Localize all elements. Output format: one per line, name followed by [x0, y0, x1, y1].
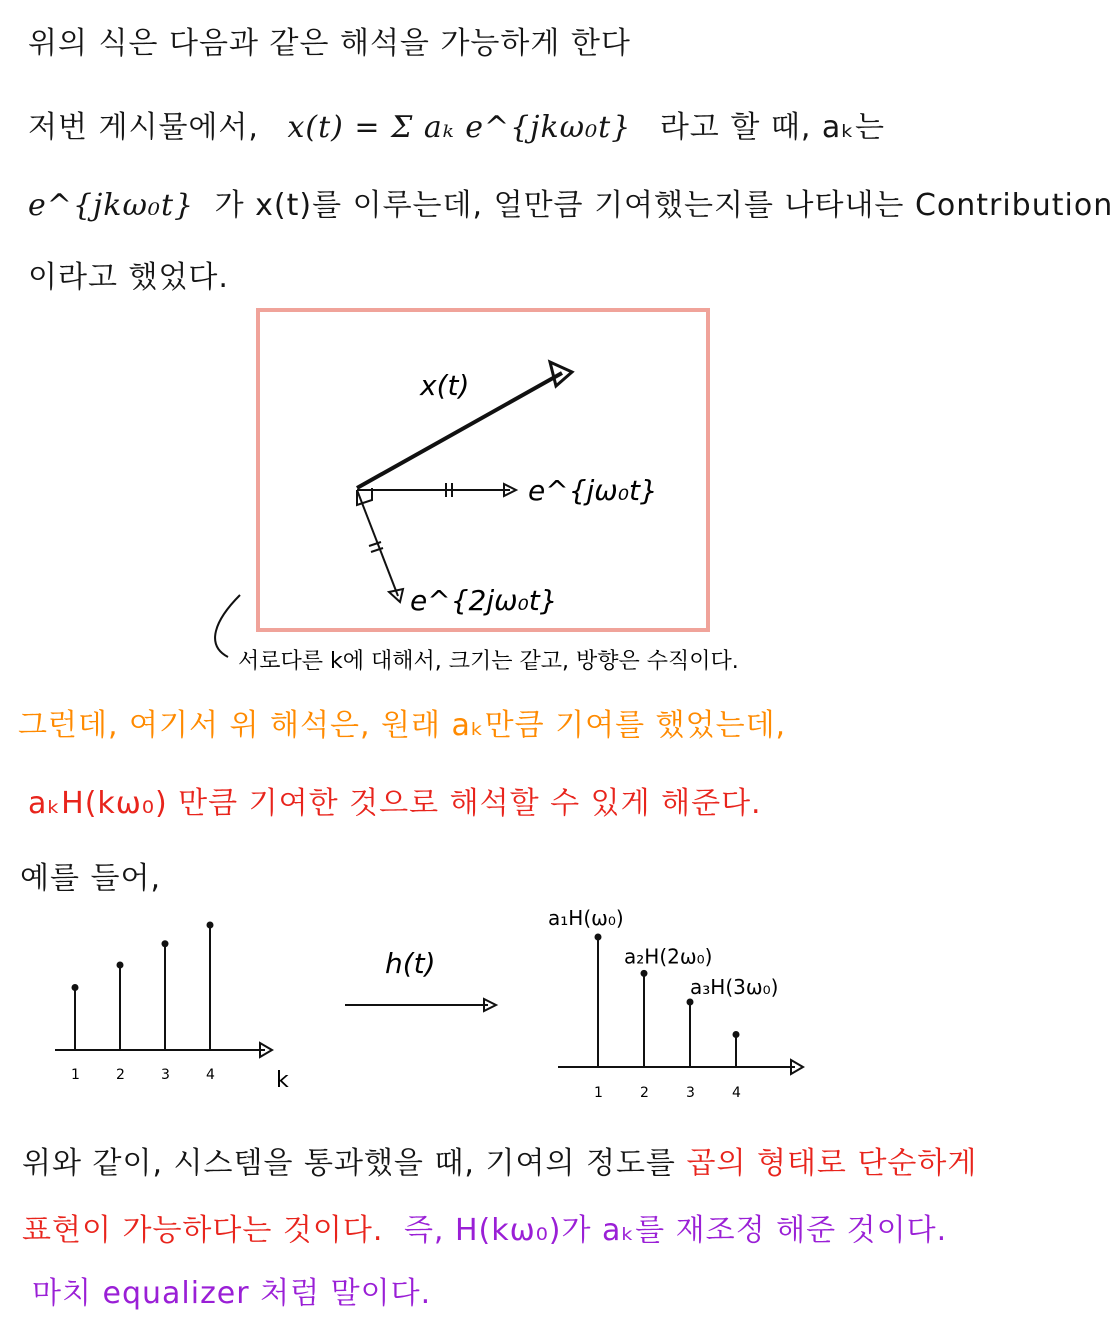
- left-tick-1: 1: [71, 1067, 80, 1083]
- stem-plot-diagram: [0, 895, 1003, 1105]
- diagram-caption: 서로다른 k에 대해서, 크기는 같고, 방향은 수직이다.: [238, 649, 739, 674]
- right-stem-dot-1: [595, 934, 602, 941]
- right-tick-4: 4: [732, 1085, 741, 1101]
- right-tick-2: 2: [640, 1085, 649, 1101]
- interpretation-line-2: aₖH(kω₀) 만큼 기여한 것으로 해석할 수 있게 해준다.: [28, 786, 762, 821]
- left-stem-dot-4: [207, 922, 214, 929]
- left-tick-4: 4: [206, 1067, 215, 1083]
- right-tick-3: 3: [686, 1085, 695, 1101]
- right-tick-1: 1: [594, 1085, 603, 1101]
- interpretation-line-1: 그런데, 여기서 위 해석은, 원래 aₖ만큼 기여를 했었는데,: [18, 708, 787, 743]
- fourier-series-formula: x(t) = Σ aₖ e^{jkω₀t}: [287, 110, 632, 145]
- caption-pointer: [215, 595, 240, 657]
- right-stem-label-3: a₃H(3ω₀): [690, 975, 779, 999]
- left-tick-2: 2: [116, 1067, 125, 1083]
- right-stem-label-2: a₂H(2ω₀): [624, 944, 713, 969]
- intro-line-3-text: 가 x(t)를 이루는데, 얼만큼 기여했는지를 나타내는 Contribution: [214, 188, 1113, 223]
- basis-2-arrowhead: [389, 589, 403, 602]
- left-tick-3: 3: [161, 1067, 170, 1083]
- conclusion-line-1-black: 위와 같이, 시스템을 통과했을 때, 기여의 정도를: [22, 1146, 676, 1181]
- right-stem-dot-2: [641, 970, 648, 977]
- intro-line-2: [28, 102, 885, 146]
- right-stem-label-1: a₁H(ω₀): [548, 906, 624, 930]
- conclusion-line-1-red: 곱의 형태로 단순하게: [686, 1146, 978, 1181]
- left-stem-dot-3: [162, 940, 169, 947]
- basis-2-label: e^{2jω₀t}: [410, 584, 558, 617]
- intro-line-2-prefix: 저번 게시물에서,: [28, 110, 259, 145]
- intro-line-1: 위의 식은 다음과 같은 해석을 가능하게 한다: [28, 26, 631, 61]
- basis-exponential: e^{jkω₀t}: [28, 188, 195, 223]
- conclusion-line-2-red: 표현이 가능하다는 것이다.: [22, 1213, 384, 1248]
- conclusion-line-2: [22, 1205, 947, 1249]
- intro-line-3: [28, 180, 1113, 224]
- intro-line-4: 이라고 했었다.: [28, 260, 229, 295]
- example-label: 예를 들어,: [20, 861, 161, 896]
- vector-diagram: [0, 300, 1003, 700]
- left-stem-dot-2: [117, 962, 124, 969]
- right-stem-dot-3: [687, 999, 694, 1006]
- basis-1-label: e^{jω₀t}: [528, 474, 658, 507]
- left-axis-label: k: [276, 1068, 289, 1093]
- x-t-label: x(t): [420, 369, 470, 402]
- equalizer-line: 마치 equalizer 처럼 말이다.: [32, 1276, 432, 1311]
- right-stem-dot-4: [733, 1031, 740, 1038]
- conclusion-line-2-violet: 즉, H(kω₀)가 aₖ를 재조정 해준 것이다.: [403, 1213, 948, 1248]
- intro-line-2-suffix: 라고 할 때, aₖ는: [659, 110, 886, 145]
- conclusion-line-1: [22, 1138, 977, 1182]
- diagram-frame: [258, 310, 708, 630]
- system-label: h(t): [385, 947, 436, 980]
- left-stem-dot-1: [72, 984, 79, 991]
